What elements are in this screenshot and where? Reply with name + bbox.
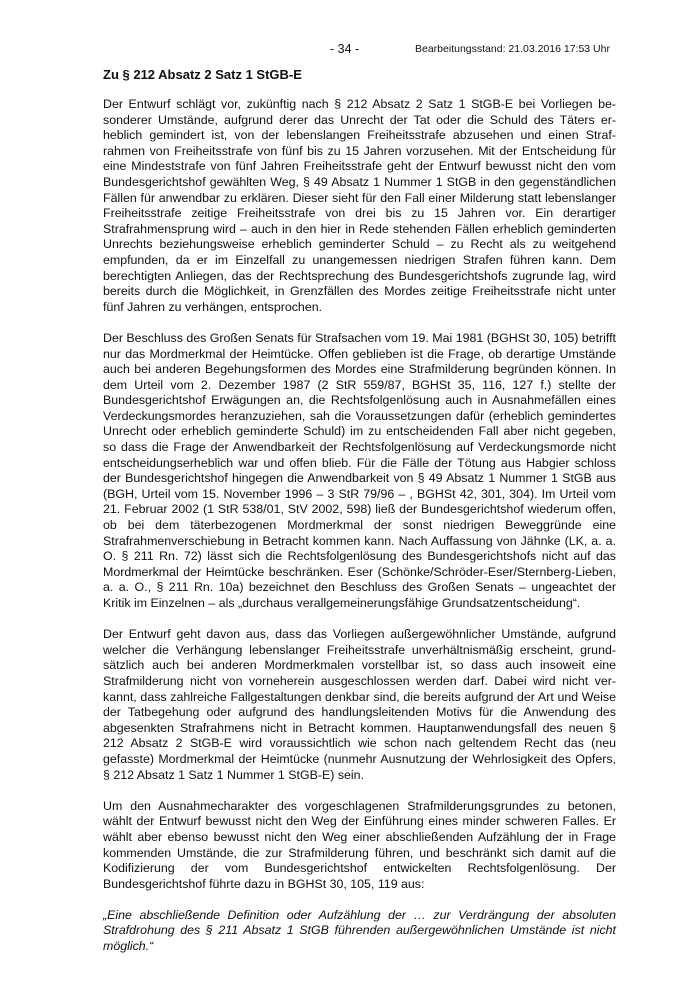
page-header (0, 42, 700, 58)
revision-status: Bearbeitungsstand: 21.03.2016 17:53 Uhr (415, 43, 610, 55)
section-heading: Zu § 212 Absatz 2 Satz 1 StGB-E (103, 67, 302, 82)
paragraph-1: Der Entwurf schlägt vor, zukünftig nach § 212 Absatz 2 Satz 1 StGB-E bei Vorliegen besonderer Umstände, aufgrund derer das Unrecht der Tat oder die Schuld des Täters erheblich gemindert ist, von der lebenslangen Freiheitsstrafe abzusehen und einen Strafrahmen von Freiheitsstrafe von fünf bis zu 15 Jahren vorzusehen. Mit der Entscheidung für eine Mindeststrafe von fünf Jahren Freiheitsstrafe geht der Entwurf bewusst nicht den vom Bundesgerichtshof gewählten Weg, § 49 Absatz 1 Nummer 1 StGB in den gegenständlichen Fällen für anwendbar zu erklären. Dieser sieht für den Fall einer Milderung statt lebenslanger Freiheitsstrafe zeitige Freiheitsstrafe von drei bis zu 15 Jahren vor. Ein derartiger Strafrahmensprung wird – auch in den hier in Rede stehenden Fällen erheblich geminderten Unrechts beziehungsweise erheblich geminderter Schuld – zu Recht als zu weitgehend empfunden, da er im Einzelfall zu unangemessen niedrigen Strafen führen kann. Dem berechtigten Anliegen, das der Rechtsprechung des Bundesgerichtshofs zugrunde lag, wird bereits durch die Möglichkeit, in Grenzfällen des Mordes zeitige Freiheitsstrafe nicht unter fünf Jahren zu verhängen, entsprochen. (103, 97, 616, 314)
block-quote: „Eine abschließende Definition oder Aufzählung der … zur Verdrängung der absoluten Strafdrohung des § 211 Absatz 1 StGB führenden außergewöhnlichen Umstände ist nicht möglich.“ (103, 907, 616, 954)
paragraph-3: Der Entwurf geht davon aus, dass das Vorliegen außergewöhnlicher Umstände, aufgrund welcher die Verhängung lebenslanger Freiheitsstrafe unverhältnismäßig erscheint, grundsätzlich auch bei anderen Mordmerkmalen vorstellbar ist, so dass auch insoweit eine Strafmilderung nicht von vorneherein ausgeschlossen werden darf. Dabei wird nicht verkannt, dass zahlreiche Fallgestaltungen denkbar sind, die bereits aufgrund der Art und Weise der Tatbegehung oder aufgrund des handlungsleitenden Motivs für die Anwendung des abgesenkten Strafrahmens nicht in Betracht kommen. Hauptanwendungsfall des neuen § 212 Absatz 2 StGB-E wird voraussichtlich wie schon nach geltendem Recht das (neu gefasste) Mordmerkmal der Heimtücke (nunmehr Ausnutzung der Wehrlosigkeit des Opfers, § 212 Absatz 1 Satz 1 Nummer 1 StGB-E) sein. (103, 627, 616, 782)
paragraph-2: Der Beschluss des Großen Senats für Strafsachen vom 19. Mai 1981 (BGHSt 30, 105) betrifft nur das Mordmerkmal der Heimtücke. Offen geblieben ist die Frage, ob derartige Umstände auch bei anderen Begehungsformen des Mordes eine Strafmilderung begründen können. In dem Urteil vom 2. Dezember 1987 (2 StR 559/87, BGHSt 35, 116, 127 f.) stellte der Bundesgerichtshof Erwägungen an, die Rechtsfolgenlösung auch in Ausnahmefällen eines Verdeckungsmordes heranzuziehen, sah die Voraussetzungen dafür (erheblich gemindertes Unrecht oder erheblich geminderte Schuld) im zu entscheidenden Fall aber nicht gegeben, so dass die Frage der Anwendbarkeit der Rechtsfolgenlösung auf Verdeckungsmorde nicht entscheidungserheblich war und offen blieb. Für die Fälle der Tötung aus Habgier schloss der Bundesgerichtshof hingegen die Anwendbarkeit von § 49 Absatz 1 Nummer 1 StGB aus (BGH, Urteil vom 15. November 1996 – 3 StR 79/96 – , BGHSt 42, 301, 304). Im Urteil vom 21. Februar 2002 (1 StR 538/01, StV 2002, 598) ließ der Bundesgerichtshof wiederum offen, ob bei dem täterbezogenen Mordmerkmal der sonst niedrigen Beweggründe eine Strafrahmenverschiebung in Betracht kommen kann. Nach Auffassung von Jähnke (LK, a. a. O. § 211 Rn. 72) lässt sich die Rechtsfolgenlösung des Bundesgerichtshofs nicht auf das Mordmerkmal der Heimtücke beschränken. Eser (Schönke/Schröder-Eser/Sternberg-Lieben, a. a. O., § 211 Rn. 10a) bezeichnet den Beschluss des Großen Senats – ungeachtet der Kritik im Einzelnen – als „durchaus verallgemeinerungsfähige Grundsatzentscheidung“. (103, 330, 616, 610)
page-number: - 34 - (330, 42, 360, 56)
paragraph-4: Um den Ausnahmecharakter des vorgeschlagenen Strafmilderungsgrundes zu betonen, wählt der Entwurf bewusst nicht den Weg der Einführung eines minder schweren Falles. Er wählt aber ebenso bewusst nicht den Weg einer abschließenden Aufzählung der in Frage kommenden Umstände, die zur Strafmilderung führen, und beschränkt sich damit auf die Kodifizierung der vom Bundesgerichtshof entwickelten Rechtsfolgenlösung. Der Bundesgerichtshof führte dazu in BGHSt 30, 105, 119 aus: (103, 798, 616, 891)
document-body (103, 66, 616, 970)
